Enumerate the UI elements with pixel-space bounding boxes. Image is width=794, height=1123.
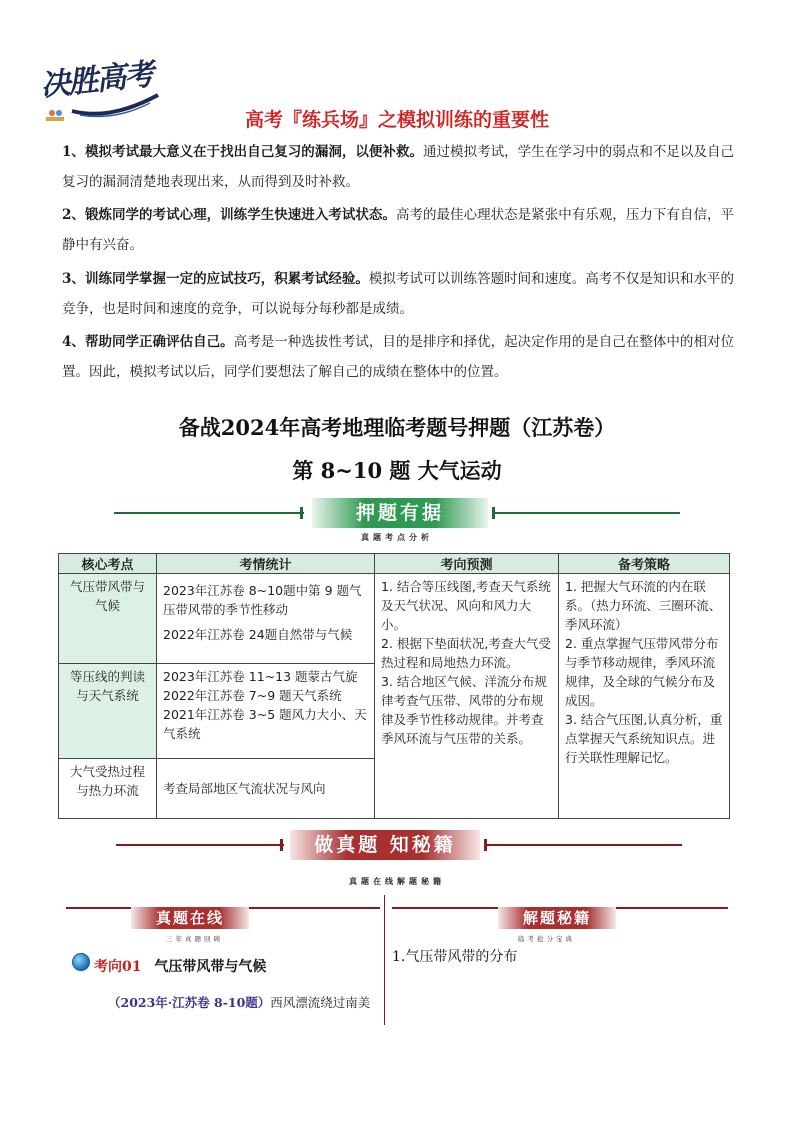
doc-title: 备战2024年高考地理临考题号押题（江苏卷） <box>178 415 616 440</box>
promo-paragraph-2 <box>62 200 734 260</box>
source-label: （2023年·江苏卷 8-10题） <box>108 995 271 1010</box>
stats-cell <box>157 664 375 759</box>
column-divider <box>384 895 385 1025</box>
stat-line: 2022年江苏卷 24题自然带与气候 <box>163 627 353 642</box>
band-line-left <box>116 844 284 846</box>
section-band-evidence <box>0 498 794 528</box>
promo-title: 高考『练兵场』之模拟训练的重要性 <box>244 109 549 131</box>
band-tick-left <box>280 839 283 851</box>
table-row <box>59 574 730 664</box>
right-column-head: 解题秘籍 <box>498 907 616 929</box>
strategy-cell: 1. 把握大气环流的内在联系。（热力环流、三圈环流、季风环流） 2. 重点掌握气压带风带分布与季节移动规律，季风环流规律，及全球的气候分布及成因。 3. 结合气压图,认真分析，重点掌握天气系统知识点。进行关联性理解记忆。 <box>559 574 730 819</box>
stat-line: 2023年江苏卷 11~13 题蒙古气旋 <box>163 669 358 684</box>
core-topic-cell: 气压带风带与气候 <box>59 574 157 664</box>
stat-line: 考查局部地区气流状况与风向 <box>163 781 326 796</box>
table-header: 核心考点 <box>59 554 157 574</box>
para-lead: 4、帮助同学正确评估自己。 <box>62 334 234 350</box>
doc-subtitle: 第 8~10 题 大气运动 <box>292 458 502 483</box>
topic-title: 气压带风带与气候 <box>154 959 267 975</box>
para-body: 模拟考试可以训练答题时间和速度。高考不仅是知识和水平的竞争，也是时间和速度的竞争，可以说每分每秒都是成绩。 <box>62 271 734 317</box>
tips-item: 1.气压带风带的分布 <box>392 949 518 965</box>
stats-cell <box>157 574 375 664</box>
band-tick-left <box>300 507 303 519</box>
band-line-right <box>487 844 682 846</box>
table-header: 考情统计 <box>157 554 375 574</box>
band-line-right <box>495 512 680 514</box>
para-body: 通过模拟考试，学生在学习中的弱点和不足以及自己复习的漏洞清楚地表现出来，从而得到及时补救。 <box>62 144 734 190</box>
promo-paragraph-4 <box>62 327 734 387</box>
stat-line: 2023年江苏卷 8~10题中第 9 题气压带风带的季节性移动 <box>163 583 362 617</box>
section-subtitle: 真题在线解题秘籍 <box>349 877 445 886</box>
section-band-real-questions <box>0 830 794 860</box>
section-title: 做真题 知秘籍 <box>290 830 480 860</box>
band-line-left <box>114 512 304 514</box>
stat-line: 2021年江苏卷 3~5 题风力大小、天气系统 <box>163 707 367 741</box>
para-lead: 2、锻炼同学的考试心理，训练学生快速进入考试状态。 <box>62 207 396 223</box>
left-column-sub: 三年真题回顾 <box>166 935 223 943</box>
right-column-sub: 临考抢分宝典 <box>518 935 575 943</box>
promo-paragraph-1 <box>62 137 734 197</box>
stat-line: 2022年江苏卷 7~9 题天气系统 <box>163 688 342 703</box>
topic-heading <box>74 956 266 976</box>
question-source <box>108 993 370 1011</box>
stats-cell <box>157 759 375 819</box>
topic-number: 01 <box>122 959 142 975</box>
topic-prefix: 考向 <box>94 959 122 975</box>
para-lead: 1、模拟考试最大意义在于找出自己复习的漏洞，以便补救。 <box>62 144 423 160</box>
core-topic-cell: 大气受热过程与热力环流 <box>59 759 157 819</box>
prediction-cell: 1. 结合等压线图,考查天气系统及天气状况、风向和风力大小。 2. 根据下垫面状况,考查大气受热过程和局地热力环流。 3. 结合地区气候、洋流分布规律考查气压带、风带的分布规律及季节性移动规律。并考查季风环流与气压带的关系。 <box>375 574 559 819</box>
para-body: 高考是一种选拔性考试，目的是排序和择优，起决定作用的是自己在整体中的相对位置。因此，模拟考试以后，同学们要想法了解自己的成绩在整体中的位置。 <box>62 334 734 380</box>
table-header: 考向预测 <box>375 554 559 574</box>
para-lead: 3、训练同学掌握一定的应试技巧，积累考试经验。 <box>62 271 369 287</box>
promo-paragraph-3 <box>62 264 734 324</box>
section-title: 押题有据 <box>312 498 488 528</box>
section-subtitle: 真题考点分析 <box>361 533 433 542</box>
left-column-head: 真题在线 <box>131 907 249 929</box>
table-header: 备考策略 <box>559 554 730 574</box>
exam-analysis-table <box>58 553 730 819</box>
core-topic-cell: 等压线的判读与天气系统 <box>59 664 157 759</box>
para-body: 高考的最佳心理状态是紧张中有乐观，压力下有自信，平静中有兴奋。 <box>62 207 734 253</box>
source-text: 西风漂流绕过南美 <box>270 995 371 1010</box>
logo-text: 决胜高考 <box>38 57 154 104</box>
